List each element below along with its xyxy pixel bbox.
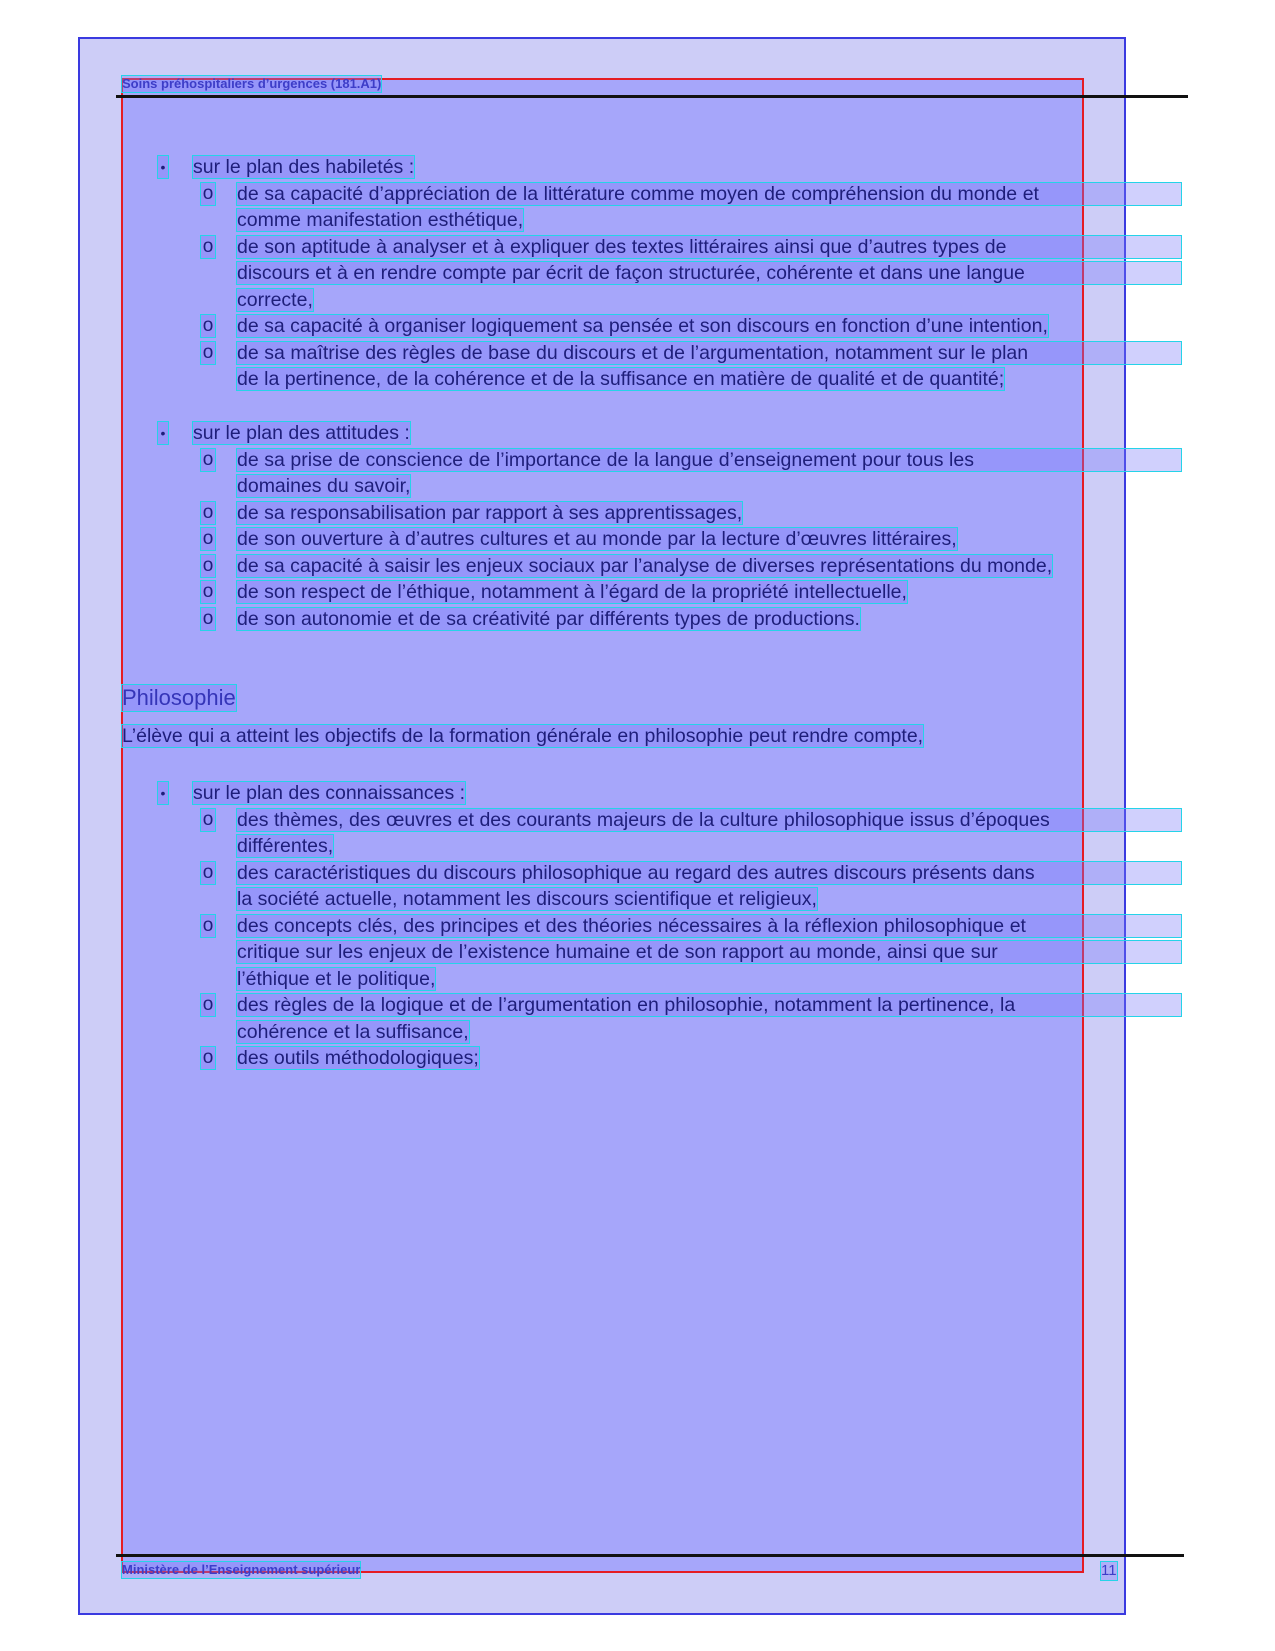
connaissances-item-line: différentes, — [237, 835, 334, 857]
connaissances-item-line: critique sur les enjeux de l’existence humaine et de son rapport au monde, ainsi que sur — [236, 940, 1182, 964]
sub-bullet-marker: o — [200, 580, 216, 604]
habiletes-item-line: comme manifestation esthétique, — [237, 209, 524, 231]
bullet-attitudes: sur le plan des attitudes : — [193, 422, 410, 444]
sub-bullet-marker: o — [200, 993, 216, 1017]
habiletes-item-line: de son aptitude à analyser et à expliquer des textes littéraires ainsi que d’autres types de — [236, 235, 1182, 259]
sub-bullet-marker: o — [200, 861, 216, 885]
sub-bullet-marker: o — [200, 808, 216, 832]
attitudes-item-line: de sa prise de conscience de l’importance de la langue d’enseignement pour tous les — [236, 448, 1182, 472]
bullet-marker: • — [157, 421, 169, 445]
sub-bullet-marker: o — [200, 341, 216, 365]
header-rule — [116, 95, 1188, 98]
habiletes-item-line: discours et à en rendre compte par écrit de façon structurée, cohérente et dans une langue — [236, 261, 1182, 285]
connaissances-item-line: des règles de la logique et de l’argumentation en philosophie, notamment la pertinence, la — [236, 993, 1182, 1017]
sub-bullet-marker: o — [200, 501, 216, 525]
connaissances-item-line: des caractéristiques du discours philosophique au regard des autres discours présents dans — [236, 861, 1182, 885]
connaissances-item-line: l’éthique et le politique, — [237, 967, 436, 990]
attitudes-item-line: de son autonomie et de sa créativité par différents types de productions. — [237, 607, 860, 630]
attitudes-item-line: de sa responsabilisation par rapport à ses apprentissages, — [237, 501, 743, 524]
connaissances-item-line: cohérence et la suffisance, — [237, 1020, 469, 1043]
attitudes-item-line: de son ouverture à d’autres cultures et au monde par la lecture d’œuvres littéraires, — [237, 528, 957, 550]
bullet-connaissances: sur le plan des connaissances : — [193, 782, 466, 804]
attitudes-item-line: de son respect de l’éthique, notamment à l’égard de la propriété intellectuelle, — [237, 581, 907, 603]
bullet-marker: • — [157, 155, 169, 179]
habiletes-item-line: correcte, — [237, 288, 313, 311]
bullet-marker: • — [157, 781, 169, 805]
sub-bullet-marker: o — [200, 182, 216, 206]
sub-bullet-marker: o — [200, 554, 216, 578]
bullet-habiletes: sur le plan des habiletés : — [193, 156, 415, 178]
sub-bullet-marker: o — [200, 235, 216, 259]
page-number: 11 — [1101, 1562, 1117, 1579]
connaissances-item-line: la société actuelle, notamment les discours scientifique et religieux, — [237, 888, 817, 910]
habiletes-item-line: de sa maîtrise des règles de base du discours et de l’argumentation, notamment sur le plan — [236, 341, 1182, 365]
page-header: Soins préhospitaliers d’urgences (181.A1) — [122, 76, 382, 91]
sub-bullet-marker: o — [200, 1046, 216, 1070]
sub-bullet-marker: o — [200, 914, 216, 938]
connaissances-item-line: des outils méthodologiques; — [237, 1047, 479, 1069]
section-heading-philosophie: Philosophie — [122, 685, 236, 710]
sub-bullet-marker: o — [200, 527, 216, 551]
habiletes-item-line: de sa capacité d’appréciation de la littérature comme moyen de compréhension du monde et — [236, 182, 1182, 206]
habiletes-item-line: de sa capacité à organiser logiquement sa pensée et son discours en fonction d’une intention, — [237, 315, 1048, 337]
connaissances-item-line: des concepts clés, des principes et des théories nécessaires à la réflexion philosophique et — [236, 914, 1182, 938]
sub-bullet-marker: o — [200, 314, 216, 338]
footer-ministry: Ministère de l’Enseignement supérieur — [122, 1562, 361, 1577]
habiletes-item-line: de la pertinence, de la cohérence et de la suffisance en matière de qualité et de quantité; — [237, 368, 1005, 390]
philosophie-intro: L’élève qui a atteint les objectifs de la formation générale en philosophie peut rendre compte, — [122, 725, 924, 747]
connaissances-item-line: des thèmes, des œuvres et des courants majeurs de la culture philosophique issus d’époques — [236, 808, 1182, 832]
attitudes-item-line: domaines du savoir, — [237, 475, 411, 497]
sub-bullet-marker: o — [200, 448, 216, 472]
footer-rule — [116, 1554, 1184, 1557]
sub-bullet-marker: o — [200, 607, 216, 631]
attitudes-item-line: de sa capacité à saisir les enjeux sociaux par l’analyse de diverses représentations du monde, — [237, 554, 1053, 577]
